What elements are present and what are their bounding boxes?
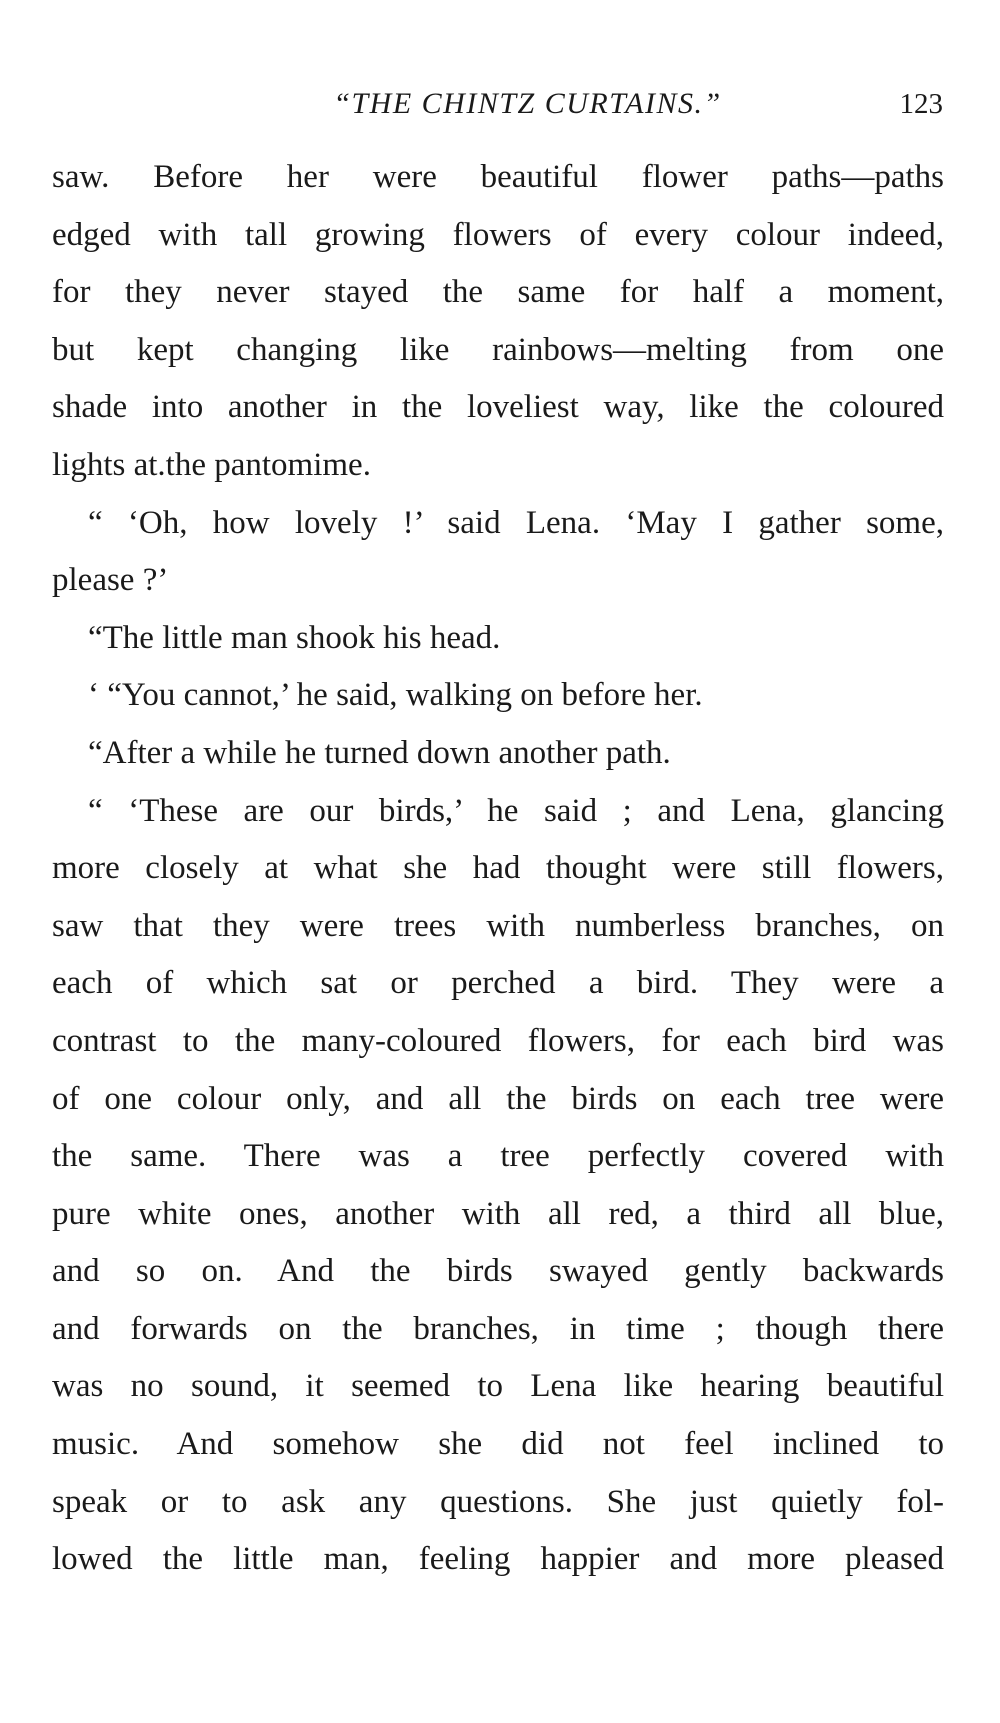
text-line: “The little man shook his head. bbox=[88, 619, 501, 656]
text-line: music. And somehow she did not feel inclined to bbox=[52, 1426, 944, 1463]
text-line: more closely at what she had thought were still flowers, bbox=[52, 850, 944, 887]
text-line: please ?’ bbox=[52, 562, 169, 599]
text-line: ‘ “You cannot,’ he said, walking on before her. bbox=[88, 677, 703, 714]
text-line: the same. There was a tree perfectly covered with bbox=[52, 1138, 944, 1175]
page-number: 123 bbox=[899, 88, 943, 120]
text-line: each of which sat or perched a bird. They were a bbox=[52, 965, 944, 1002]
text-line: lights at.the pantomime. bbox=[52, 446, 371, 483]
text-line: “After a while he turned down another path. bbox=[88, 734, 671, 771]
text-line: and so on. And the birds swayed gently backwards bbox=[52, 1253, 944, 1290]
text-line: shade into another in the loveliest way, like the coloured bbox=[52, 389, 944, 426]
running-title: “THE CHINTZ CURTAINS.” bbox=[333, 87, 722, 120]
text-line: saw that they were trees with numberless branches, on bbox=[52, 907, 944, 944]
text-line: lowed the little man, feeling happier and more pleased bbox=[52, 1541, 944, 1578]
text-line: speak or to ask any questions. She just quietly fol- bbox=[52, 1483, 944, 1520]
text-line: saw. Before her were beautiful flower paths—paths bbox=[52, 159, 944, 195]
text-line: but kept changing like rainbows—melting from one bbox=[52, 331, 944, 368]
text-line: and forwards on the branches, in time ; though there bbox=[52, 1310, 944, 1347]
text-line: of one colour only, and all the birds on each tree were bbox=[52, 1080, 944, 1117]
text-line: “ ‘Oh, how lovely !’ said Lena. ‘May I gather some, bbox=[88, 504, 944, 541]
text-line: edged with tall growing flowers of every colour indeed, bbox=[52, 216, 944, 253]
text-line: pure white ones, another with all red, a third all blue, bbox=[52, 1195, 944, 1232]
body-text bbox=[52, 149, 944, 1589]
text-line: contrast to the many-coloured flowers, for each bird was bbox=[52, 1022, 944, 1059]
text-line: “ ‘These are our birds,’ he said ; and Lena, glancing bbox=[88, 792, 944, 829]
text-line: for they never stayed the same for half a moment, bbox=[52, 274, 944, 311]
running-head bbox=[50, 84, 945, 124]
text-line: was no sound, it seemed to Lena like hearing beautiful bbox=[52, 1368, 944, 1405]
